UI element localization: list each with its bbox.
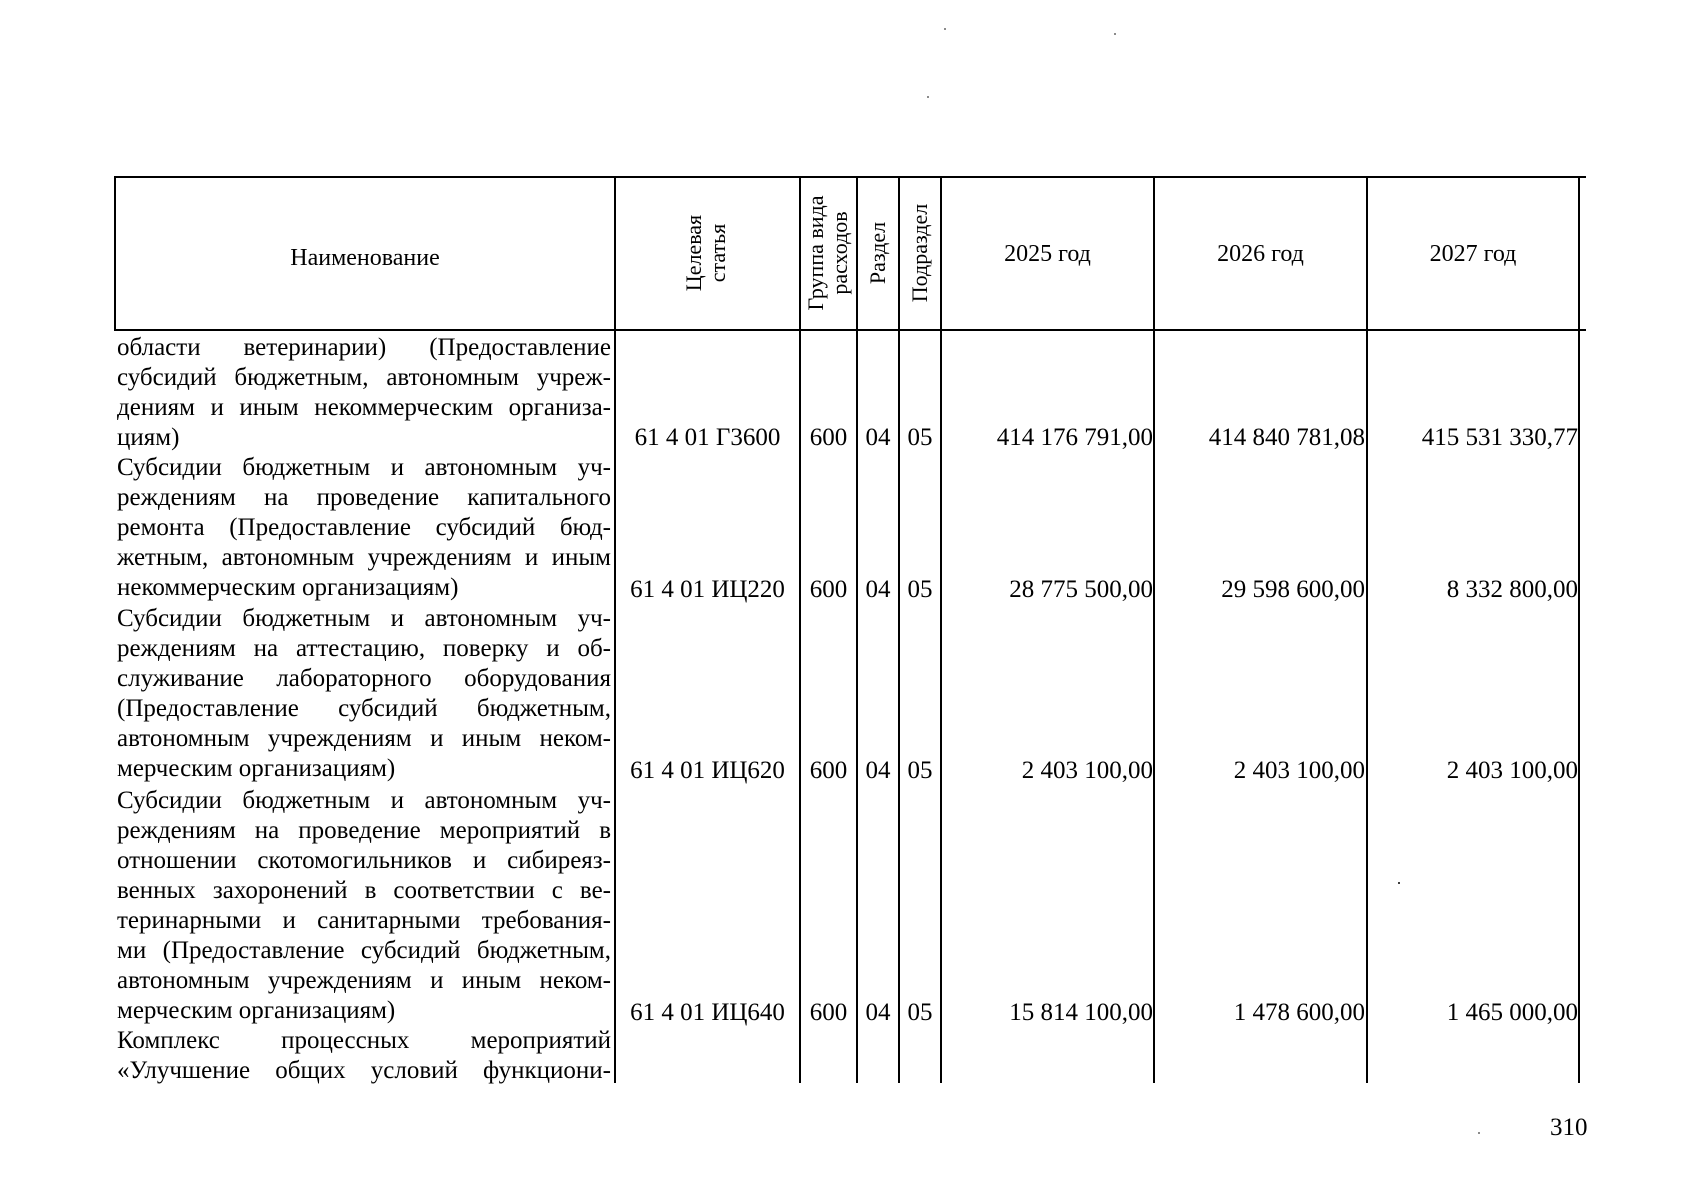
row-4-name-line-5: теринарными и санитарными требования- xyxy=(117,907,611,934)
row-1-name-line-1: области ветеринарии) (Предоставление xyxy=(117,334,611,361)
col-divider-group xyxy=(856,176,858,1083)
header-target-article xyxy=(682,215,730,291)
header-year-2027: 2027 год xyxy=(1429,241,1517,267)
header-name: Наименование xyxy=(290,245,440,271)
col-divider-subsection xyxy=(940,176,942,1083)
row-1-2026: 414 840 781,08 xyxy=(1208,424,1365,451)
row-1-code: 61 4 01 Г3600 xyxy=(634,424,781,451)
header-target-article-line-1: Целевая xyxy=(681,214,706,292)
scan-speck xyxy=(927,96,929,98)
row-3-subsection: 05 xyxy=(907,757,933,784)
row-1-section: 04 xyxy=(865,424,891,451)
row-2-subsection: 05 xyxy=(907,576,933,603)
row-1-group: 600 xyxy=(809,424,848,451)
row-3-name-line-5: автономным учреждениям и иным неком- xyxy=(117,725,611,752)
row-1-subsection: 05 xyxy=(907,424,933,451)
scan-speck xyxy=(944,28,946,30)
col-divider-name xyxy=(614,176,616,1083)
row-2-2025: 28 775 500,00 xyxy=(1009,576,1153,603)
row-4-code: 61 4 01 ИЦ640 xyxy=(630,999,785,1026)
row-2-2027: 8 332 800,00 xyxy=(1446,576,1578,603)
col-divider-section xyxy=(898,176,900,1083)
row-2-code: 61 4 01 ИЦ220 xyxy=(630,576,785,603)
row-1-name-line-4: циям) xyxy=(117,424,180,451)
row-3-name-line-4: (Предоставление субсидий бюджетным, xyxy=(117,695,611,722)
row-2-name-line-3: ремонта (Предоставление субсидий бюд- xyxy=(117,514,611,541)
table-right-border xyxy=(1578,176,1580,1083)
row-2-name-line-4: жетным, автономным учреждениям и иным xyxy=(117,544,611,571)
row-4-name-line-1: Субсидии бюджетным и автономным уч- xyxy=(117,787,611,814)
row-4-name-line-3: отношении скотомогильников и сибиреяз- xyxy=(117,847,611,874)
row-4-2027: 1 465 000,00 xyxy=(1446,999,1578,1026)
row-3-code: 61 4 01 ИЦ620 xyxy=(630,757,785,784)
row-3-name-line-3: служивание лабораторного оборудования xyxy=(117,665,611,692)
row-3-name-line-6: мерческим организациям) xyxy=(117,755,396,782)
col-divider-2025 xyxy=(1153,176,1155,1083)
row-5-name-line-2: «Улучшение общих условий функциони- xyxy=(117,1057,611,1084)
row-4-name-line-4: венных захоронений в соответствии с ве- xyxy=(117,877,611,904)
row-4-subsection: 05 xyxy=(907,999,933,1026)
row-1-name-line-2: субсидий бюджетным, автономным учреж- xyxy=(117,364,611,391)
row-3-2026: 2 403 100,00 xyxy=(1233,757,1365,784)
header-year-2025: 2025 год xyxy=(1004,241,1091,267)
header-expense-group-line-1: Группа вида xyxy=(803,195,828,311)
row-4-name-line-8: мерческим организациям) xyxy=(117,997,396,1024)
row-5-name-line-1: Комплекс процессных мероприятий xyxy=(117,1027,611,1054)
row-1-2027: 415 531 330,77 xyxy=(1421,424,1578,451)
row-1-2025: 414 176 791,00 xyxy=(996,424,1153,451)
header-year-2026: 2026 год xyxy=(1217,241,1304,267)
page-number: 310 xyxy=(1550,1114,1588,1141)
row-2-group: 600 xyxy=(809,576,848,603)
header-section: Раздел xyxy=(865,221,890,285)
row-4-2025: 15 814 100,00 xyxy=(1009,999,1153,1026)
row-3-2027: 2 403 100,00 xyxy=(1446,757,1578,784)
col-divider-2026 xyxy=(1366,176,1368,1083)
row-4-2026: 1 478 600,00 xyxy=(1233,999,1365,1026)
scan-speck xyxy=(1114,33,1116,35)
row-1-name-line-3: дениям и иным некоммерческим организа- xyxy=(117,394,611,421)
row-2-name-line-5: некоммерческим организациям) xyxy=(117,574,459,601)
row-3-section: 04 xyxy=(865,757,891,784)
header-expense-group xyxy=(804,196,852,311)
row-4-name-line-2: реждениям на проведение мероприятий в xyxy=(117,817,611,844)
row-3-2025: 2 403 100,00 xyxy=(1021,757,1153,784)
row-4-group: 600 xyxy=(809,999,848,1026)
row-2-name-line-1: Субсидии бюджетным и автономным уч- xyxy=(117,454,611,481)
scan-speck xyxy=(1478,1132,1480,1134)
scan-speck xyxy=(1398,882,1400,884)
row-3-group: 600 xyxy=(809,757,848,784)
row-2-name-line-2: реждениям на проведение капитального xyxy=(117,484,611,511)
row-3-name-line-2: реждениям на аттестацию, поверку и об- xyxy=(117,635,611,662)
header-target-article-line-2: статья xyxy=(705,223,730,283)
header-expense-group-line-2: расходов xyxy=(827,211,852,295)
row-4-name-line-6: ми (Предоставление субсидий бюджетным, xyxy=(117,937,611,964)
col-divider-code xyxy=(799,176,801,1083)
header-subsection: Подраздел xyxy=(907,203,932,303)
row-3-name-line-1: Субсидии бюджетным и автономным уч- xyxy=(117,605,611,632)
row-2-2026: 29 598 600,00 xyxy=(1221,576,1365,603)
row-2-section: 04 xyxy=(865,576,891,603)
row-4-section: 04 xyxy=(865,999,891,1026)
row-4-name-line-7: автономным учреждениям и иным неком- xyxy=(117,967,611,994)
